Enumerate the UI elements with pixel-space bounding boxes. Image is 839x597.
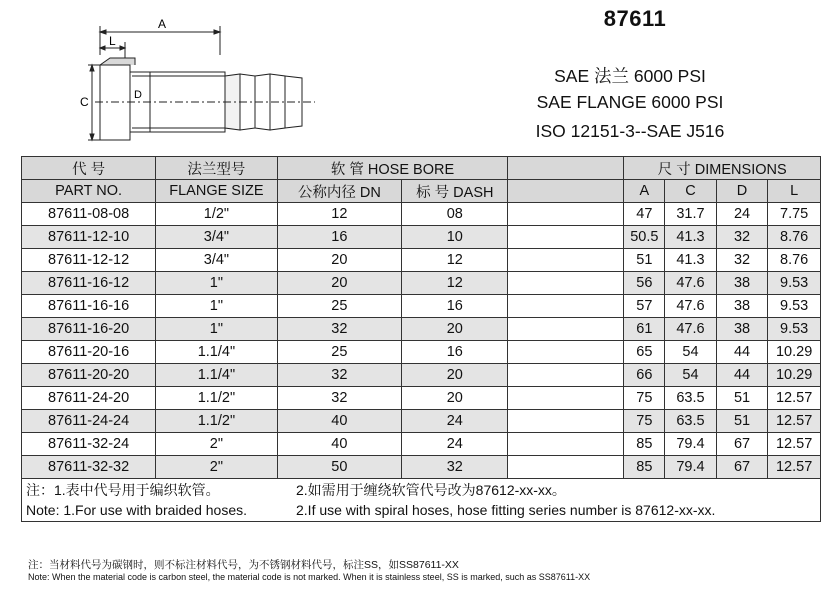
spec-pressure-en: SAE FLANGE 6000 PSI xyxy=(536,92,724,112)
cell-c: 47.6 xyxy=(665,272,717,295)
blank-cell xyxy=(508,410,624,433)
cell-dash: 08 xyxy=(402,203,508,226)
cell-flange: 1" xyxy=(156,295,277,318)
header-dash: 标 号 DASH xyxy=(402,180,508,203)
cell-part: 87611-12-10 xyxy=(22,226,156,249)
cell-c: 79.4 xyxy=(665,433,717,456)
cell-l: 12.57 xyxy=(768,433,821,456)
cell-a: 50.5 xyxy=(624,226,665,249)
dimension-d-label: D xyxy=(134,89,142,101)
cell-d: 38 xyxy=(716,295,768,318)
cell-c: 54 xyxy=(665,341,717,364)
table-row xyxy=(22,203,821,226)
cell-dn: 25 xyxy=(277,295,402,318)
table-row xyxy=(22,410,821,433)
cell-l: 10.29 xyxy=(768,364,821,387)
cell-dn: 50 xyxy=(277,456,402,479)
spec-standard: ISO 12151-3--SAE J516 xyxy=(535,121,725,141)
cell-dash: 24 xyxy=(402,410,508,433)
dimension-a-label: A xyxy=(158,17,167,31)
cell-d: 67 xyxy=(716,433,768,456)
dimension-l-label: L xyxy=(109,34,116,48)
footer-note-cn: 注：当材料代号为碳钢时，则不标注材料代号，为不锈钢材料代号，标注SS，如SS87611-XX xyxy=(28,559,459,571)
footer-note-en: Note: When the material code is carbon steel, the material code is not marked. When it is stainless steel, SS is marked, such as SS87611-XX xyxy=(28,572,591,582)
cell-flange: 2" xyxy=(156,456,277,479)
cell-dn: 20 xyxy=(277,272,402,295)
cell-flange: 1" xyxy=(156,318,277,341)
cell-dn: 20 xyxy=(277,249,402,272)
header-hose-bore: 软 管 HOSE BORE xyxy=(277,157,508,180)
table-header-top xyxy=(22,157,821,180)
cell-dash: 16 xyxy=(402,341,508,364)
cell-dash: 20 xyxy=(402,318,508,341)
cell-part: 87611-20-20 xyxy=(22,364,156,387)
notes-row xyxy=(22,479,821,522)
table-row xyxy=(22,272,821,295)
table-row xyxy=(22,387,821,410)
blank-cell xyxy=(508,341,624,364)
cell-l: 12.57 xyxy=(768,387,821,410)
blank-cell xyxy=(508,456,624,479)
cell-part: 87611-16-16 xyxy=(22,295,156,318)
cell-d: 44 xyxy=(716,341,768,364)
cell-dn: 40 xyxy=(277,433,402,456)
cell-d: 24 xyxy=(716,203,768,226)
cell-d: 51 xyxy=(716,410,768,433)
note-en-2: 2.If use with spiral hoses, hose fitting series number is 87612-xx-xx. xyxy=(296,502,716,518)
cell-c: 79.4 xyxy=(665,456,717,479)
cell-dn: 32 xyxy=(277,364,402,387)
cell-flange: 1.1/2" xyxy=(156,410,277,433)
header-d: D xyxy=(716,180,768,203)
cell-d: 38 xyxy=(716,318,768,341)
cell-dash: 10 xyxy=(402,226,508,249)
cell-dn: 25 xyxy=(277,341,402,364)
cell-l: 12.57 xyxy=(768,456,821,479)
table-row xyxy=(22,318,821,341)
cell-d: 51 xyxy=(716,387,768,410)
blank-cell xyxy=(508,364,624,387)
fitting-drawing xyxy=(40,10,340,160)
part-number-title: 87611 xyxy=(603,6,667,31)
note-en-1: Note: 1.For use with braided hoses. xyxy=(26,502,248,518)
cell-flange: 1/2" xyxy=(156,203,277,226)
cell-flange: 1.1/4" xyxy=(156,341,277,364)
header-a: A xyxy=(624,180,665,203)
cell-l: 8.76 xyxy=(768,226,821,249)
cell-d: 67 xyxy=(716,456,768,479)
cell-l: 9.53 xyxy=(768,295,821,318)
table-row xyxy=(22,364,821,387)
blank-cell xyxy=(508,295,624,318)
cell-c: 54 xyxy=(665,364,717,387)
cell-l: 10.29 xyxy=(768,341,821,364)
cell-c: 63.5 xyxy=(665,410,717,433)
blank-cell xyxy=(508,249,624,272)
cell-l: 9.53 xyxy=(768,318,821,341)
header-blank xyxy=(508,157,624,180)
cell-flange: 1.1/4" xyxy=(156,364,277,387)
cell-a: 65 xyxy=(624,341,665,364)
cell-c: 47.6 xyxy=(665,295,717,318)
cell-l: 12.57 xyxy=(768,410,821,433)
dimension-table xyxy=(21,156,821,522)
cell-c: 41.3 xyxy=(665,226,717,249)
cell-c: 63.5 xyxy=(665,387,717,410)
table-row xyxy=(22,226,821,249)
header-flange-size: FLANGE SIZE xyxy=(156,180,277,203)
cell-dash: 24 xyxy=(402,433,508,456)
cell-part: 87611-32-32 xyxy=(22,456,156,479)
notes-cell xyxy=(22,479,821,522)
cell-dash: 20 xyxy=(402,387,508,410)
cell-part: 87611-12-12 xyxy=(22,249,156,272)
table-row xyxy=(22,295,821,318)
table-header-bottom xyxy=(22,180,821,203)
blank-cell xyxy=(508,203,624,226)
cell-dn: 16 xyxy=(277,226,402,249)
cell-part: 87611-16-20 xyxy=(22,318,156,341)
cell-a: 75 xyxy=(624,410,665,433)
cell-d: 44 xyxy=(716,364,768,387)
cell-a: 61 xyxy=(624,318,665,341)
note-cn-1: 注：1.表中代号用于编织软管。 xyxy=(26,482,220,498)
header-flange-cn: 法兰型号 xyxy=(156,157,277,180)
cell-d: 32 xyxy=(716,249,768,272)
cell-part: 87611-20-16 xyxy=(22,341,156,364)
spec-pressure-cn: SAE 法兰 6000 PSI xyxy=(554,66,706,86)
blank-cell xyxy=(508,272,624,295)
cell-dash: 12 xyxy=(402,272,508,295)
table-row xyxy=(22,456,821,479)
cell-dash: 16 xyxy=(402,295,508,318)
cell-flange: 1" xyxy=(156,272,277,295)
cell-flange: 2" xyxy=(156,433,277,456)
cell-a: 51 xyxy=(624,249,665,272)
cell-d: 32 xyxy=(716,226,768,249)
cell-c: 47.6 xyxy=(665,318,717,341)
cell-d: 38 xyxy=(716,272,768,295)
cell-flange: 1.1/2" xyxy=(156,387,277,410)
cell-part: 87611-24-20 xyxy=(22,387,156,410)
blank-cell xyxy=(508,226,624,249)
cell-dn: 32 xyxy=(277,318,402,341)
note-cn-2: 2.如需用于缠绕软管代号改为87612-xx-xx。 xyxy=(296,482,566,498)
cell-a: 56 xyxy=(624,272,665,295)
header-l: L xyxy=(768,180,821,203)
cell-c: 41.3 xyxy=(665,249,717,272)
cell-c: 31.7 xyxy=(665,203,717,226)
cell-flange: 3/4" xyxy=(156,249,277,272)
table-row xyxy=(22,341,821,364)
header-c: C xyxy=(665,180,717,203)
cell-dn: 12 xyxy=(277,203,402,226)
cell-flange: 3/4" xyxy=(156,226,277,249)
cell-a: 85 xyxy=(624,433,665,456)
cell-dash: 12 xyxy=(402,249,508,272)
cell-part: 87611-08-08 xyxy=(22,203,156,226)
cell-a: 66 xyxy=(624,364,665,387)
cell-l: 9.53 xyxy=(768,272,821,295)
header-part-no: PART NO. xyxy=(22,180,156,203)
header-blank-2 xyxy=(508,180,624,203)
cell-dash: 32 xyxy=(402,456,508,479)
blank-cell xyxy=(508,433,624,456)
blank-cell xyxy=(508,318,624,341)
cell-a: 85 xyxy=(624,456,665,479)
dimension-c-label: C xyxy=(80,95,89,109)
cell-l: 8.76 xyxy=(768,249,821,272)
blank-cell xyxy=(508,387,624,410)
table-row xyxy=(22,249,821,272)
cell-part: 87611-32-24 xyxy=(22,433,156,456)
cell-l: 7.75 xyxy=(768,203,821,226)
cell-dn: 32 xyxy=(277,387,402,410)
cell-a: 75 xyxy=(624,387,665,410)
cell-part: 87611-16-12 xyxy=(22,272,156,295)
cell-dn: 40 xyxy=(277,410,402,433)
header-dimensions: 尺 寸 DIMENSIONS xyxy=(624,157,821,180)
cell-part: 87611-24-24 xyxy=(22,410,156,433)
table-row xyxy=(22,433,821,456)
cell-a: 57 xyxy=(624,295,665,318)
header-dn: 公称内径 DN xyxy=(277,180,402,203)
header-code-cn: 代 号 xyxy=(22,157,156,180)
cell-dash: 20 xyxy=(402,364,508,387)
cell-a: 47 xyxy=(624,203,665,226)
